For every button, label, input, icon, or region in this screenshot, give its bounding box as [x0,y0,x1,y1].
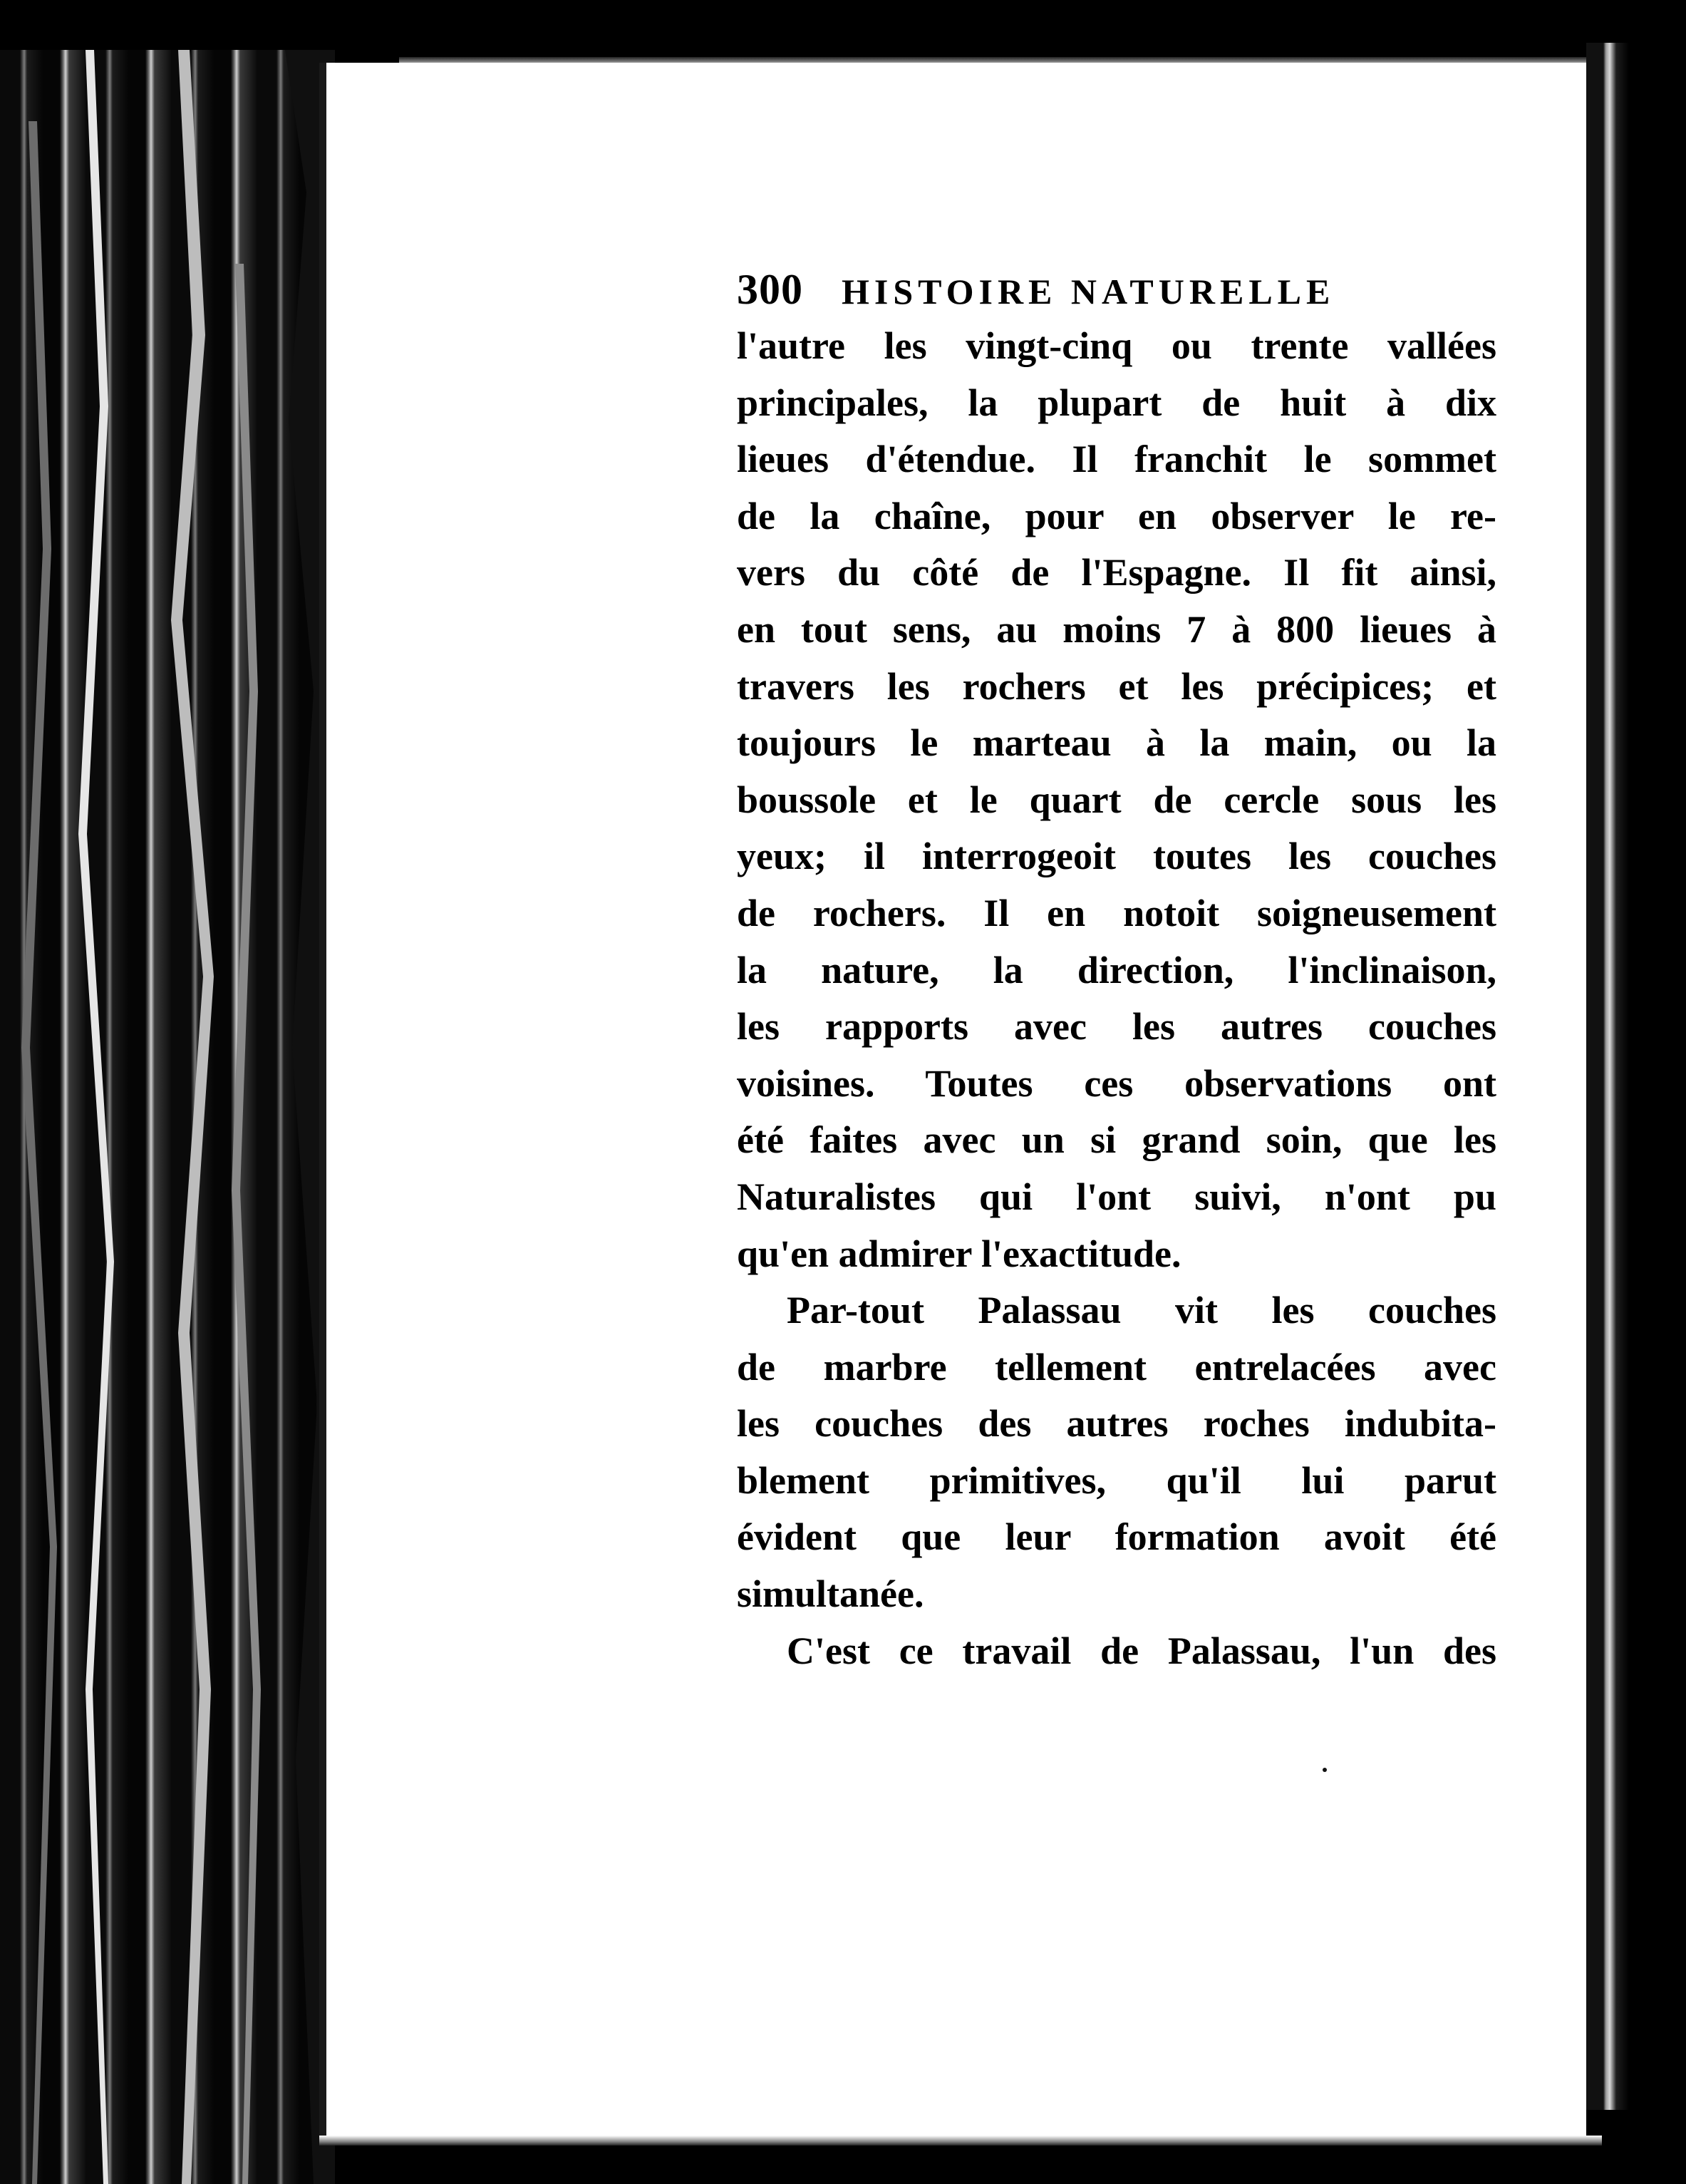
paragraph-start-line: C'est ce travail de Palassau, l'un des [787,1629,1496,1672]
running-head [737,261,1496,318]
text-line: la nature, la direction, l'inclinaison, [737,948,1496,991]
page-number: 300 [737,266,803,313]
paragraph-start-line: Par-tout Palassau vit les couches [787,1289,1496,1332]
text-line: été faites avec un si grand soin, que les [737,1118,1496,1162]
text-line: en tout sens, au moins 7 à 800 lieues à [737,607,1496,651]
paragraph-end-line: simultanée. [737,1572,924,1616]
text-line: blement primitives, qu'il lui parut [737,1458,1496,1502]
text-line: boussole et le quart de cercle sous les [737,778,1496,821]
book-spine-edge [0,50,335,2184]
text-line: voisines. Toutes ces observations ont [737,1061,1496,1105]
text-line: lieues d'étendue. Il franchit le sommet [737,438,1496,481]
text-line: vers du côté de l'Espagne. Il fit ainsi, [737,551,1496,594]
paragraph-end-line: qu'en admirer l'exactitude. [737,1232,1181,1275]
text-line: principales, la plupart de huit à dix [737,381,1496,424]
running-head-title: HISTOIRE NATURELLE [842,272,1335,311]
text-line: Naturalistes qui l'ont suivi, n'ont pu [737,1175,1496,1218]
next-leaf-edge [1586,43,1629,2110]
text-line: travers les rochers et les précipices; et [737,664,1496,708]
ink-speck [1323,1768,1327,1772]
text-line: les couches des autres roches indubita- [737,1402,1496,1446]
text-line: de rochers. Il en notoit soigneusement [737,891,1496,934]
text-line: toujours le marteau à la main, ou la [737,721,1496,765]
text-line: les rapports avec les autres couches [737,1005,1496,1049]
page-bottom-shadow [319,2136,1602,2146]
text-line: de marbre tellement entrelacées avec [737,1345,1496,1389]
text-line: évident que leur formation avoit été [737,1515,1496,1559]
text-line: de la chaîne, pour en observer le re- [737,494,1496,537]
page-text [737,261,1496,1679]
text-line: l'autre les vingt-cinq ou trente vallées [737,324,1496,367]
page-edges-texture [0,50,335,2184]
text-line: yeux; il interrogeoit toutes les couches [737,835,1496,878]
